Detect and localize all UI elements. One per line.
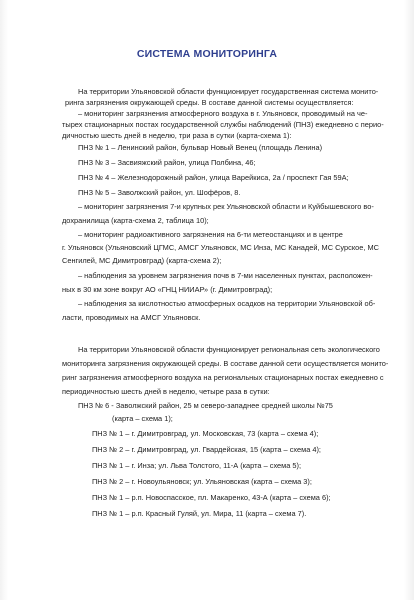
list-item-line: дохранилища (карта-схема 2, таблица 10);: [62, 216, 209, 225]
document-title: СИСТЕМА МОНИТОРИНГА: [136, 48, 278, 60]
station-line: ПНЗ № 1 – г. Димитровград, ул. Московская, 73 (карта – схема 4);: [92, 429, 319, 438]
station-line: ПНЗ № 4 – Железнодорожный район, улица Варейкиса, 2а / проспект Гая 59А;: [78, 173, 349, 182]
station-line: ПНЗ № 1 – р.п. Новоспасское, пл. Макаренко, 43-А (карта – схема 6);: [92, 493, 331, 502]
paragraph-line: ринга загрязнения окружающей среды. В составе данной системы осуществляется:: [65, 98, 354, 107]
station-line: ПНЗ № 3 – Засвияжский район, улица Полбина, 46;: [78, 158, 256, 167]
list-item-line: – мониторинг загрязнения атмосферного воздуха в г. Ульяновск, проводимый на че-: [78, 109, 368, 118]
paragraph-line: мониторинга загрязнения окружающей среды. В составе данной сети осуществляется монито-: [62, 359, 389, 368]
station-line: ПНЗ № 2 – г. Новоульяновск; ул. Ульяновская (карта – схема 3);: [92, 477, 312, 486]
list-item-line: – наблюдения за уровнем загрязнения почв в 7-ми населенных пунктах, расположен-: [78, 271, 373, 280]
station-line: ПНЗ № 1 – р.п. Красный Гуляй, ул. Мира, 11 (карта – схема 7).: [92, 509, 307, 518]
station-line: ПНЗ № 5 – Заволжский район, ул. Шофёров, 8.: [78, 188, 241, 197]
paragraph-line: периодичностью шесть дней в неделю, четыре раза в сутки:: [62, 387, 270, 396]
station-line: ПНЗ № 6 - Заволжский район, 25 м северо-западнее средней школы №75: [78, 401, 333, 410]
list-item-line: ласти, проводимых на АМСГ Ульяновск.: [62, 313, 201, 322]
list-item-line: тырех стационарных постах государственной службы наблюдений (ПНЗ) ежедневно с перио-: [62, 120, 384, 129]
paragraph-line: На территории Ульяновской области функционирует государственная система монито-: [78, 87, 379, 96]
station-line: (карта – схема 1);: [112, 414, 173, 423]
list-item-line: Сенгилей, МС Димитровград) (карта-схема 2);: [62, 256, 222, 265]
paragraph-line: ринг загрязнения атмосферного воздуха на региональных стационарных постах ежедневно с: [62, 373, 384, 382]
list-item-line: – мониторинг радиоактивного загрязнения на 6-ти метеостанциях и в центре: [78, 230, 343, 239]
station-line: ПНЗ № 2 – г. Димитровград, ул. Гвардейская, 15 (карта – схема 4);: [92, 445, 321, 454]
list-item-line: – мониторинг загрязнения 7-и крупных рек Ульяновской области и Куйбышевского во-: [78, 202, 374, 211]
list-item-line: ных в 30 км зоне вокруг АО «ГНЦ НИИАР» (г. Димитровград);: [62, 285, 273, 294]
list-item-line: дичностью шесть дней в неделю, три раза в сутки (карта-схема 1):: [62, 131, 292, 140]
station-line: ПНЗ № 1 – Ленинский район, бульвар Новый Венец (площадь Ленина): [78, 143, 323, 152]
paragraph-line: На территории Ульяновской области функционирует региональная сеть экологического: [78, 345, 380, 354]
station-line: ПНЗ № 1 – г. Инза; ул. Льва Толстого, 11-А (карта – схема 5);: [92, 461, 302, 470]
list-item-line: – наблюдения за кислотностью атмосферных осадков на территории Ульяновской об-: [78, 299, 376, 308]
list-item-line: г. Ульяновск (Ульяновский ЦГМС, АМСГ Ульяновск, МС Инза, МС Канадей, МС Сурское, МС: [62, 243, 379, 252]
